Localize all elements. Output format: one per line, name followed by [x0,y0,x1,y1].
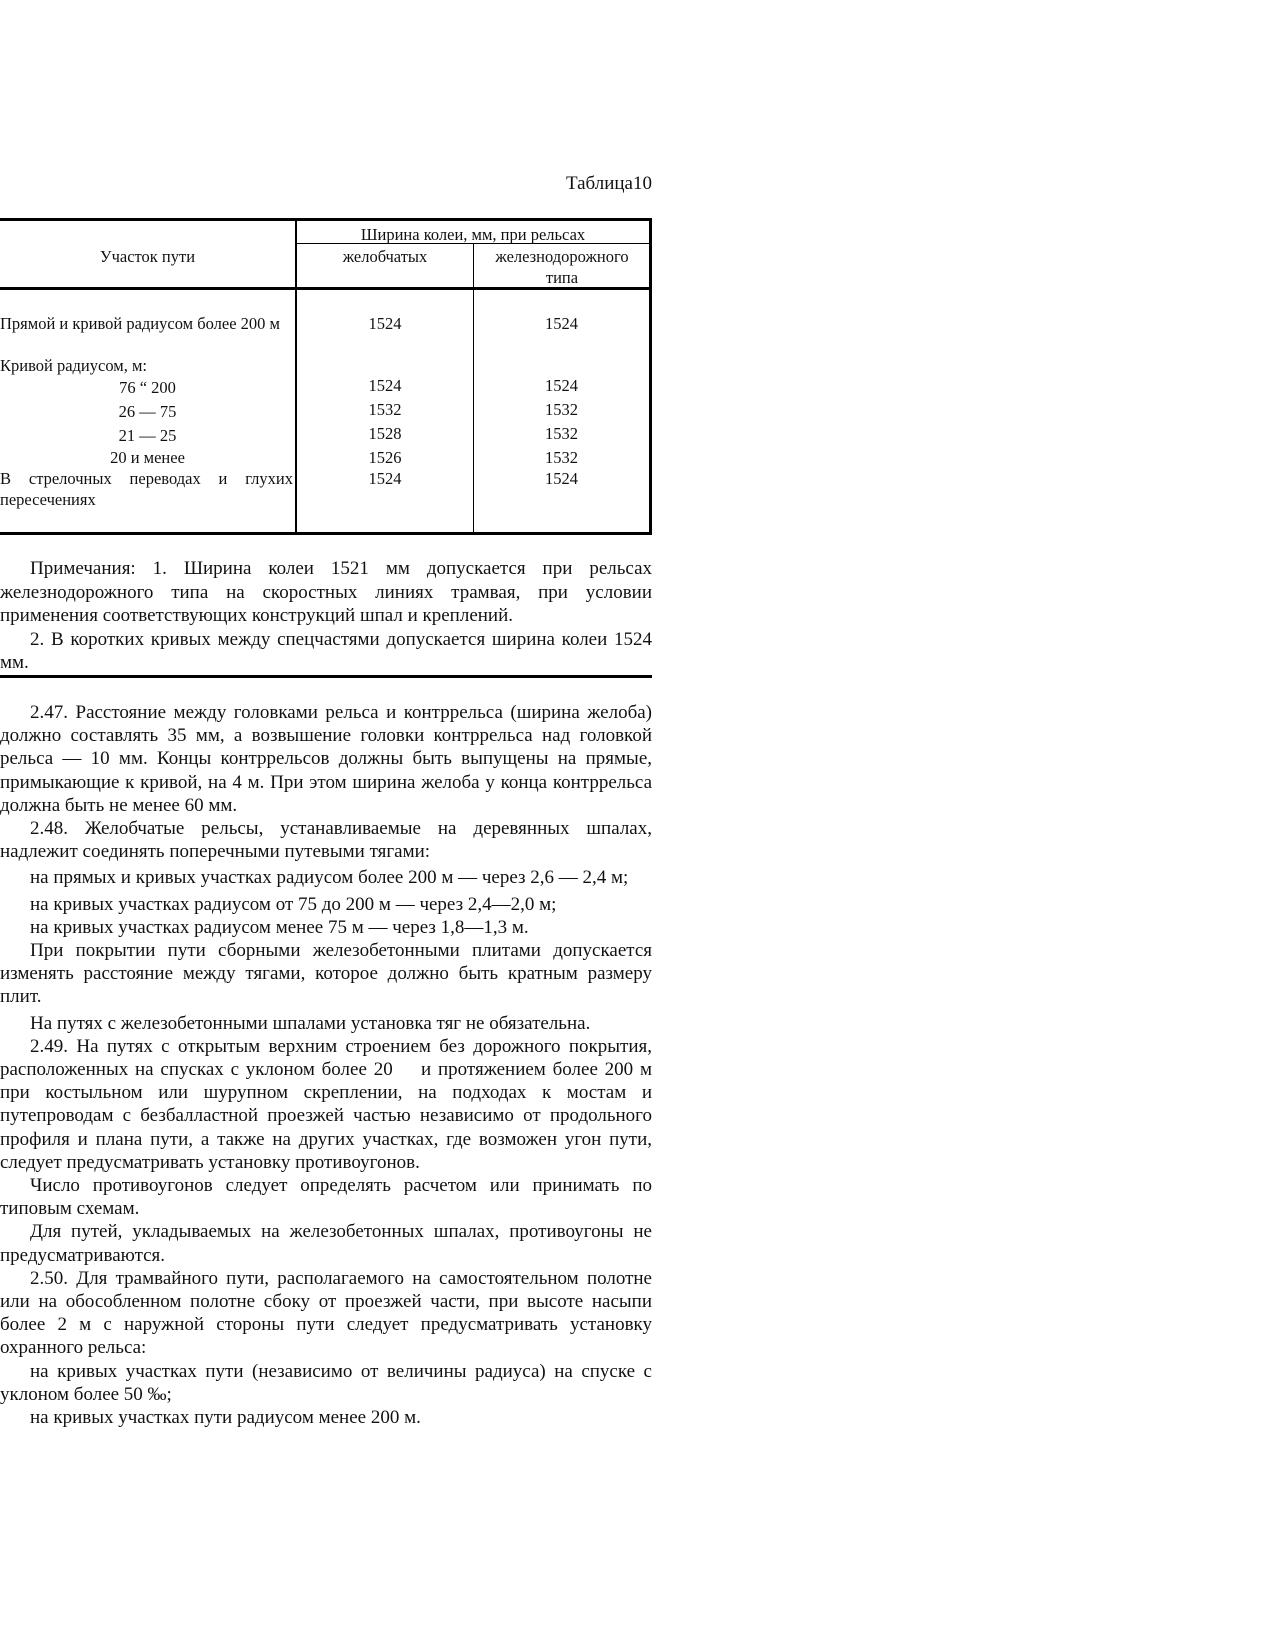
row-label: В стрелочных переводах и глухих пересечениях [0,469,293,509]
row-railway: 1524 [545,314,578,333]
paragraph: на кривых участках радиусом менее 75 м — через 1,8—1,3 м. [30,916,529,938]
row-grooved: 1532 [368,400,402,419]
row-label: 21 — 25 [118,426,177,445]
notes-divider [0,675,652,678]
row-railway: 1532 [545,424,578,443]
table-bottom-border [0,532,652,535]
paragraph: На путях с железобетонными шпалами установка тяг не обязательна. [30,1012,591,1034]
paragraph: на прямых и кривых участках радиусом более 200 м — через 2,6 — 2,4 м; [30,867,629,889]
gauge-width-table [0,218,652,535]
row-railway: 1532 [545,448,578,467]
paragraph: на кривых участках пути радиусом менее 200 м. [30,1407,421,1429]
header-gauge-group: Ширина колеи, мм, при рельсах [360,225,586,244]
row-label: 20 и менее [110,448,185,467]
header-railway: железнодорожного типа [495,247,629,287]
row-grooved: 1524 [368,314,402,333]
row-railway: 1524 [545,376,578,395]
row-grooved: 1524 [368,376,402,395]
row-railway: 1532 [545,400,578,419]
table-caption: Таблица10 [565,173,652,194]
note-paragraph: 2. В коротких кривых между спецчастями допускается ширина колеи 1524 мм. [0,628,652,673]
header-section: Участок пути [99,247,196,266]
paragraph: 2.50. Для трамвайного пути, располагаемого на самостоятельном полотне или на обособленном полотне сбоку от проезжей части, при высоте насыпи более 2 м с наружной стороны пути следует предусматривать установку охранного рельса: [0,1267,652,1359]
table-top-border [0,218,652,221]
paragraph: 2.49. На путях с открытым верхним строением без дорожного покрытия, расположенных на спусках с уклоном более 20 и протяжением более 200 м при костыльном или шурупном скреплении, на подходах к мостам и путепроводам с безбалластной проезжей частью независимо от продольного профиля и плана пути, а также на других участках, где возможен угон пути, следует предусматривать установку противоугонов. [0,1035,652,1173]
row-label: Прямой и кривой радиусом более 200 м [0,314,280,333]
paragraph: Число противоугонов следует определять расчетом или принимать по типовым схемам. [0,1175,652,1220]
paragraph: 2.47. Расстояние между головками рельса и контррельса (ширина желоба) должно составлять 35 мм, а возвышение головки контррельса над головкой рельса — 10 мм. Концы контррельсов должны быть выпущены на прямые, примыкающие к кривой, на 4 м. При этом ширина желоба у конца контррельса должна быть не менее 60 мм. [0,702,652,816]
table-notes [0,557,652,675]
row-railway: 1524 [545,469,578,488]
paragraph: 2.48. Желобчатые рельсы, устанавливаемые на деревянных шпалах, надлежит соединять поперечными путевыми тягами: [0,818,652,863]
body-text [0,701,652,1429]
row-label: 26 — 75 [118,402,177,421]
table-right-border [649,218,652,535]
row-grooved: 1528 [368,424,402,443]
row-grooved: 1524 [368,469,402,488]
paragraph: При покрытии пути сборными железобетонными плитами допускается изменять расстояние между тягами, которое должно быть кратным размеру плит. [0,940,652,1008]
header-grooved: желобчатых [342,247,428,266]
paragraph: на кривых участках радиусом от 75 до 200 м — через 2,4—2,0 м; [30,893,557,915]
row-grooved: 1526 [368,448,402,467]
paragraph: на кривых участках пути (независимо от величины радиуса) на спуске с уклоном более 50 ‰; [0,1360,652,1405]
row-label: 76 “ 200 [119,378,176,397]
paragraph: Для путей, укладываемых на железобетонных шпалах, противоугоны не предусматриваются. [0,1221,652,1266]
row-label: Кривой радиусом, м: [0,356,147,375]
note-paragraph: Примечания: 1. Ширина колеи 1521 мм допускается при рельсах железнодорожного типа на скоростных линиях трамвая, при условии применения соответствующих конструкций шпал и креплений. [0,558,652,626]
